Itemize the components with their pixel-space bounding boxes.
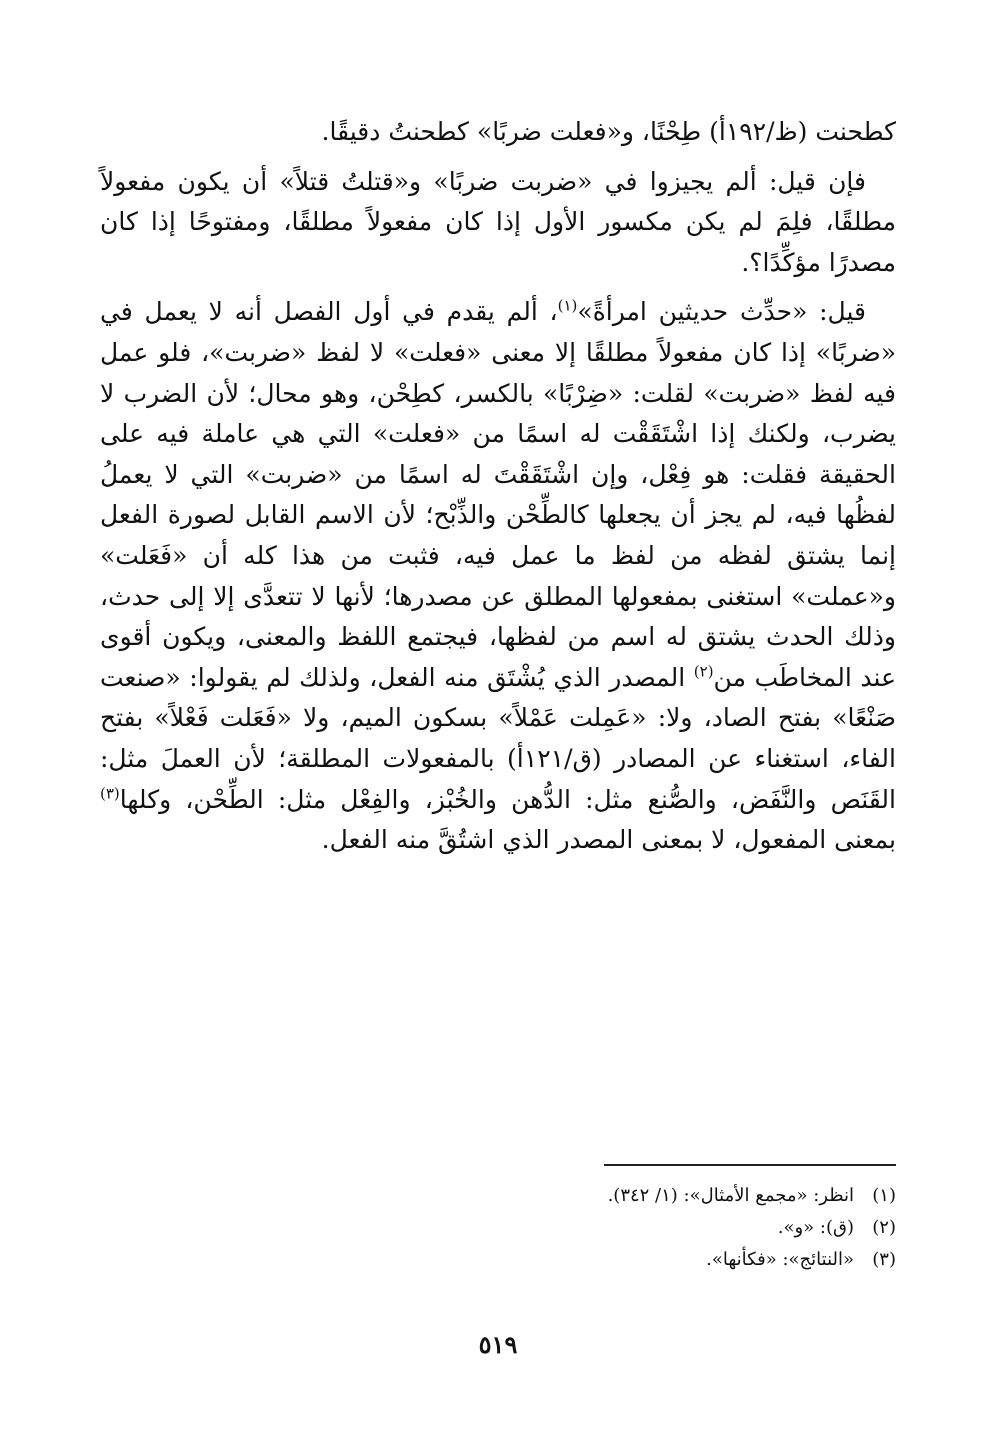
footnote-ref-3: (٣) [100,784,120,803]
paragraph-3 [100,292,896,860]
paragraph-3-part-1: قيل: «حدِّث حديثين امرأةً» [577,297,866,327]
footnote-number: (٢) [872,1217,896,1238]
footnotes [100,1180,896,1276]
footnote-text: انظر: «مجمع الأمثال»: (١/ ٣٤٢). [607,1185,854,1206]
body-text [100,112,896,861]
paragraph-2: فإن قيل: ألم يجيزوا في «ضربت ضربًا» و«قتلتُ قتلاً» أن يكون مفعولاً مطلقًا، فلِمَ لم يكن مكسور الأول إذا كان مفعولاً مطلقًا، ومفتوحًا إذا كان مصدرًا مؤكِّدًا؟. [100,166,896,277]
footnote-number: (٣) [872,1249,896,1270]
footnote-1 [100,1180,896,1212]
paragraph-3-part-2: ، ألم يقدم في أول الفصل أنه لا يعمل في «ضربًا» إذا كان مفعولاً مطلقًا إلا معنى «فعلت» لا لفظ «ضربت»، فلو عمل فيه لفظ «ضربت» لقلت: «ضِرْبًا» بالكسر، كطِحْن، وهو محال؛ لأن الضرب لا يضرب، ولكنك إذا اشْتَقَقْت له اسمًا من «فعلت» التي هي عاملة فيه على الحقيقة فقلت: هو فِعْل، وإن اشْتَقَقْتَ له اسمًا من «ضربت» التي لا يعملُ لفظُها فيه، لم يجز أن يجعلها كالطِّحْن والذِّبْح؛ لأن الاسم القابل لصورة الفعل إنما يشتق لفظه من لفظ ما عمل فيه، فثبت من هذا كله أن «فَعَلت» و«عملت» استغنى بمفعولها المطلق عن مصدرها؛ لأنها لا تتعدَّى إلا إلى حدث، وذلك الحدث يشتق له اسم من لفظها، فيجتمع اللفظ والمعنى، ويكون أقوى عند المخاطَب من [100,297,896,692]
paragraph-3-part-3: المصدر الذي يُشْتَق منه الفعل، ولذلك لم يقولوا: «صنعت صَنْعًا» بفتح الصاد، ولا: «عَمِلت عَمْلاً» بسكون الميم، ولا «فَعَلت فَعْلاً» بفتح الفاء، استغناء عن المصادر (ق/١٢١أ) بالمفعولات المطلقة؛ لأن العملَ مثل: القَنَص والنَّفَض، والصُّنع مثل: الدُّهن والخُبْز، والفِعْل مثل: الطِّحْن، وكلها [100,662,896,814]
footnote-number: (١) [872,1185,896,1206]
footnote-2 [100,1212,896,1244]
footnote-text: «النتائج»: «فكأنها». [706,1249,854,1270]
footnote-separator [604,1164,896,1166]
footnote-3 [100,1244,896,1276]
footnote-ref-2: (٢) [693,662,714,681]
page-number: ٥١٩ [478,1330,518,1359]
paragraph-1: كطحنت (ظ/١٩٢أ) طِحْنًا، و«فعلت ضربًا» كطحنتُ دقيقًا. [321,117,896,146]
main-text-block [100,112,896,870]
footnote-ref-1: (١) [557,297,578,316]
paragraph-3-part-4: بمعنى المفعول، لا بمعنى المصدر الذي اشتُقَّ منه الفعل. [321,825,896,855]
footnote-text: (ق): «و». [777,1217,854,1238]
